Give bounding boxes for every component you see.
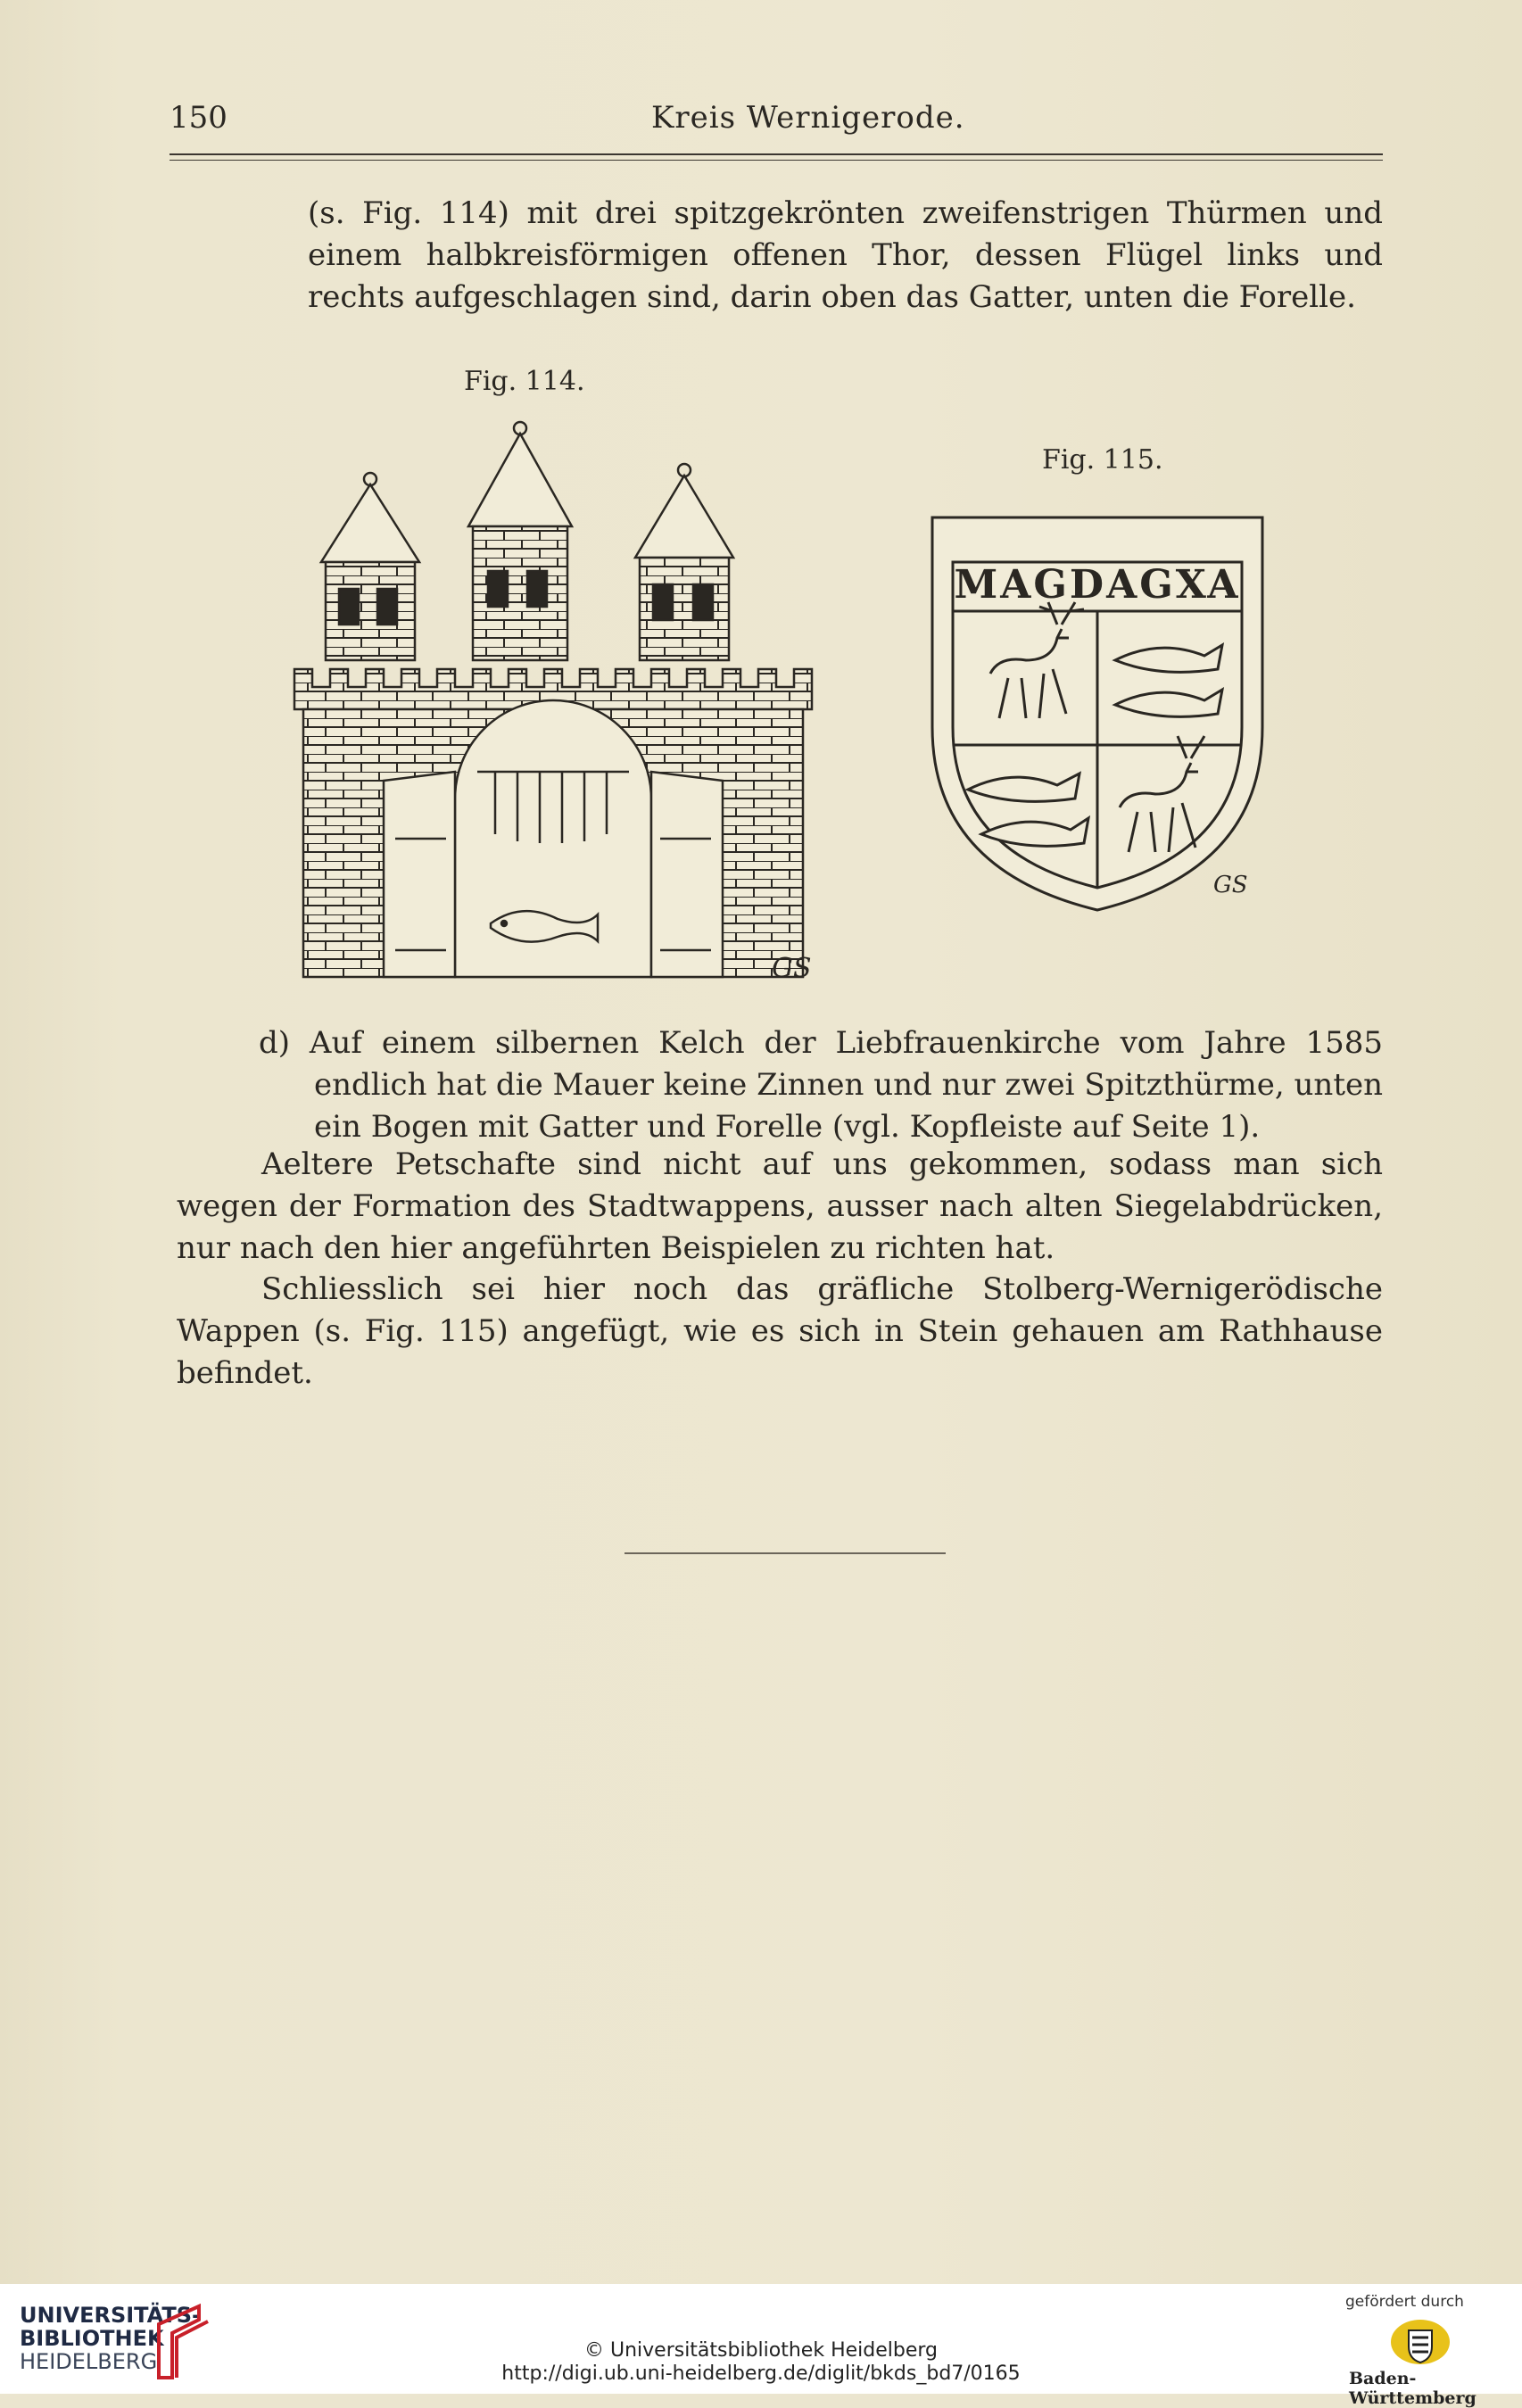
paragraph-d-text: d) Auf einem silbernen Kelch der Liebfrauenkirche vom Jahre 1585 endlich hat die Mauer keine Zinnen und nur zwei Spitzthürme, unten ein Bogen mit Gatter und Forelle (vgl. Kopfleiste auf Seite 1). [259,1025,1383,1145]
baden-wuerttemberg-emblem-icon [1389,2318,1452,2367]
intro-paragraph: (s. Fig. 114) mit drei spitzgekrönten zweifenstrigen Thürmen und einem halbkreisförmigen offenen Thor, dessen Flügel links und rechts aufgeschlagen sind, darin oben das Gatter, unten die Forelle. [308,195,1383,315]
paragraph-stolberg: Schliesslich sei hier noch das gräfliche Stolberg-Wernigerödische Wappen (s. Fig. 115) angefügt, wie es sich in Stein gehauen am Rathhause befindet. [177,1271,1383,1391]
fig-115-coat-of-arms-illustration [928,513,1303,914]
funder-name: Baden-Württemberg [1349,2369,1477,2408]
fig-114-caption: Fig. 114. [464,366,585,397]
source-url[interactable]: http://digi.ub.uni-heidelberg.de/diglit/bkds_bd7/0165 [501,2362,1021,2385]
running-title: Kreis Wernigerode. [651,100,965,136]
funded-by-label: gefördert durch [1345,2293,1464,2311]
digitization-footer [0,2284,1522,2408]
copyright-notice: © Universitätsbibliothek Heidelberg http://digi.ub.uni-heidelberg.de/diglit/bkds_bd7/0165 [0,2339,1522,2386]
fig-115-inscription: MAGDAGXA [954,562,1241,608]
fig-114-signature: GS [772,953,812,984]
end-rule [625,1552,946,1554]
paragraph-d [259,1022,1383,1148]
header-rule [170,153,1383,161]
paragraph-petschafte: Aeltere Petschafte sind nicht auf uns gekommen, sodass man sich wegen der Formation des Stadtwappens, ausser nach alten Siegelabdrücken, nur nach den hier angeführten Beispielen zu richten hat. [177,1146,1383,1266]
fig-115-signature: GS [1213,872,1248,898]
page-header [170,100,1383,145]
page-number: 150 [170,100,227,136]
fig-115-caption: Fig. 115. [1042,444,1163,476]
fig-114-castle-gate-illustration [290,415,816,986]
library-name: UNIVERSITÄTS- BIBLIOTHEK HEIDELBERG [20,2303,202,2374]
